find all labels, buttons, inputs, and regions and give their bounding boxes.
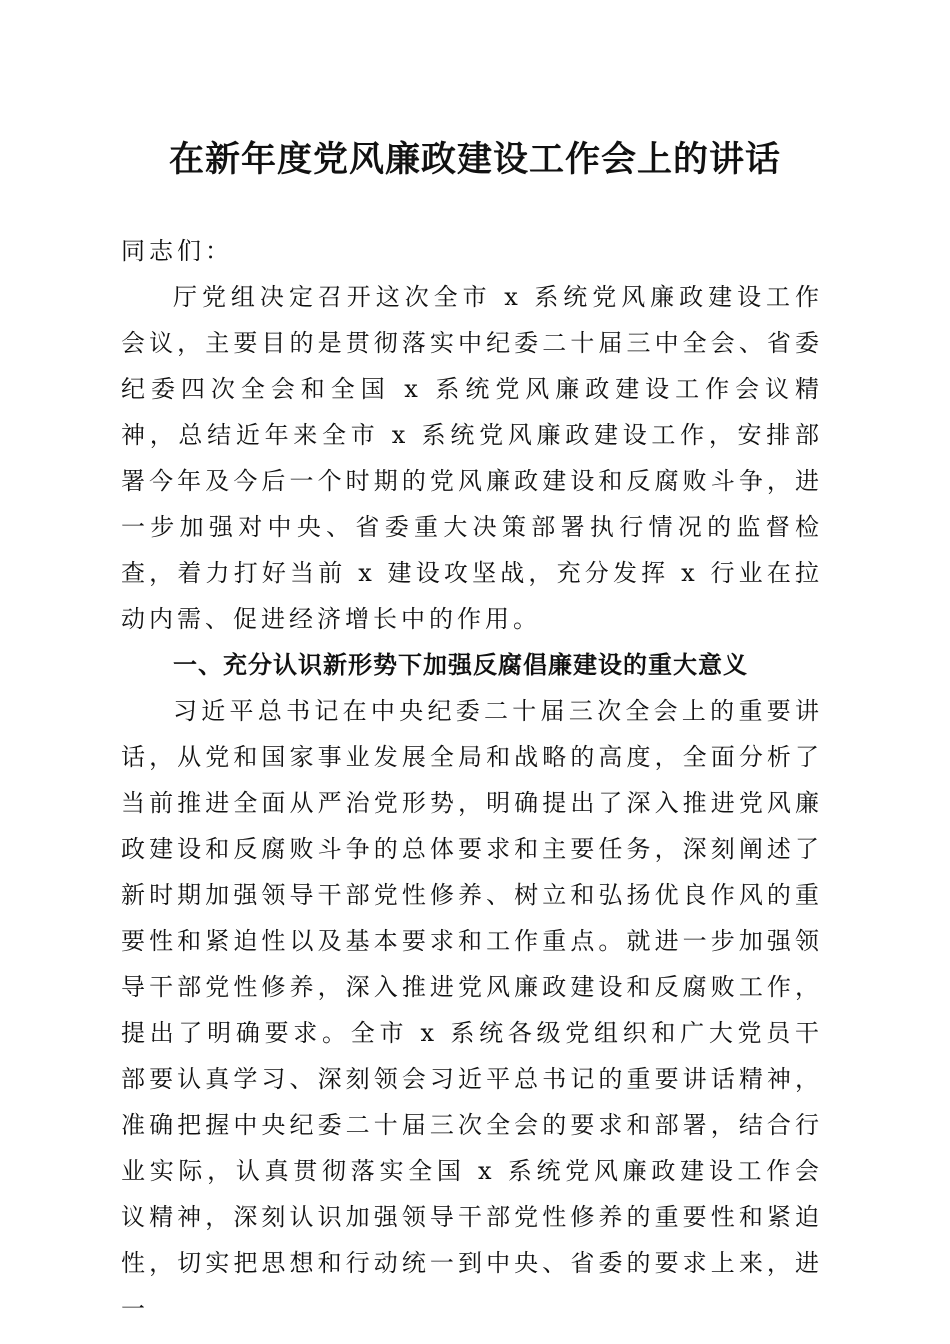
document-title: 在新年度党风廉政建设工作会上的讲话 <box>168 139 781 180</box>
paragraph-intro: 厅党组决定召开这次全市 x 系统党风廉政建设工作会议，主要目的是贯彻落实中纪委二十届三中全会、省委纪委四次全会和全国 x 系统党风廉政建设工作会议精神，总结近年来全市 x 系统党风廉政建设工作，安排部署今年及今后一个时期的党风廉政建设和反腐败斗争，进一步加强对中央、省委重大决策部署执行情况的监督检查，着力打好当前 x 建设攻坚战，充分发挥 x 行业在拉动内需、促进经济增长中的作用。 <box>121 283 823 633</box>
salutation: 同志们： <box>121 237 233 265</box>
section-heading: 一、充分认识新形势下加强反腐倡廉建设的重大意义 <box>173 651 748 679</box>
document-body <box>121 228 823 1332</box>
paragraph-section-1: 习近平总书记在中央纪委二十届三次全会上的重要讲话，从党和国家事业发展全局和战略的高度，全面分析了当前推进全面从严治党形势，明确提出了深入推进党风廉政建设和反腐败斗争的总体要求和主要任务，深刻阐述了新时期加强领导干部党性修养、树立和弘扬优良作风的重要性和紧迫性以及基本要求和工作重点。就进一步加强领导干部党性修养，深入推进党风廉政建设和反腐败工作，提出了明确要求。全市 x 系统各级党组织和广大党员干部要认真学习、深刻领会习近平总书记的重要讲话精神，准确把握中央纪委二十届三次全会的要求和部署，结合行业实际，认真贯彻落实全国 x 系统党风廉政建设工作会议精神，深刻认识加强领导干部党性修养的重要性和紧迫性，切实把思想和行动统一到中央、省委的要求上来，进一 <box>121 697 823 1323</box>
